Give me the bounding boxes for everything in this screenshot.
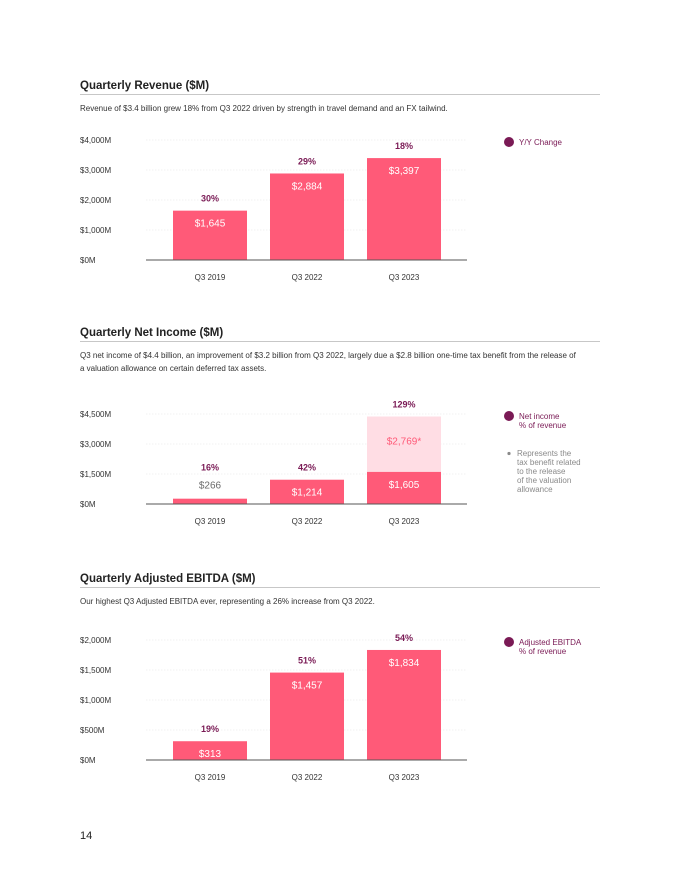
y-tick-label: $1,000M <box>80 226 112 235</box>
bar <box>173 499 247 504</box>
note-text: of the valuation <box>517 476 572 485</box>
x-tick-label: Q3 2019 <box>194 273 226 282</box>
y-tick-label: $2,000M <box>80 636 112 645</box>
note-bullet-icon <box>507 452 510 455</box>
ebitda-description: Our highest Q3 Adjusted EBITDA ever, representing a 26% increase from Q3 2022. <box>80 597 375 606</box>
y-tick-label: $1,500M <box>80 666 112 675</box>
percent-label: 54% <box>394 632 414 643</box>
net-income-description: Q3 net income of $4.4 billion, an improvement of $3.2 billion from Q3 2022, largely due a $2.8 billion one-time tax benefit from the release of a valuation allowance on certain deferred tax assets. <box>80 351 576 373</box>
bar-value-label: $266 <box>198 480 222 492</box>
page-number: 14 <box>80 830 93 842</box>
y-tick-label: $0M <box>80 500 96 509</box>
legend-label: Y/Y Change <box>519 138 562 147</box>
percent-label: 51% <box>297 655 317 666</box>
bar-value-label: $313 <box>198 749 222 761</box>
legend-dot-icon <box>504 411 514 421</box>
y-tick-label: $0M <box>80 756 96 765</box>
legend-dot-icon <box>504 637 514 647</box>
ebitda-section <box>80 573 600 803</box>
x-tick-label: Q3 2023 <box>388 273 420 282</box>
note-text: allowance <box>517 485 553 494</box>
legend-label: Net income <box>519 412 560 421</box>
legend-label: Adjusted EBITDA <box>519 638 582 647</box>
y-tick-label: $3,000M <box>80 440 112 449</box>
bar-value-label: $1,834 <box>388 657 420 669</box>
legend-dot-icon <box>504 137 514 147</box>
percent-label: 19% <box>200 724 220 735</box>
x-tick-label: Q3 2019 <box>194 517 226 526</box>
revenue-section <box>80 80 600 310</box>
y-tick-label: $1,500M <box>80 470 112 479</box>
note-text: to the release <box>517 467 566 476</box>
x-tick-label: Q3 2023 <box>388 773 420 782</box>
y-tick-label: $1,000M <box>80 696 112 705</box>
percent-label: 30% <box>200 193 220 204</box>
revenue-chart <box>80 80 600 310</box>
percent-label: 129% <box>392 399 416 410</box>
net-income-section <box>80 327 600 557</box>
x-tick-label: Q3 2022 <box>291 773 323 782</box>
x-tick-label: Q3 2022 <box>291 273 323 282</box>
y-tick-label: $500M <box>80 726 105 735</box>
bar-value-label: $3,397 <box>388 166 420 178</box>
percent-label: 18% <box>394 141 414 152</box>
legend-label: % of revenue <box>519 421 567 430</box>
net-income-chart <box>80 327 600 557</box>
bar-value-label: $1,457 <box>291 680 323 692</box>
note-text: Represents the <box>517 449 572 458</box>
revenue-description: Revenue of $3.4 billion grew 18% from Q3 2022 driven by strength in travel demand and an FX tailwind. <box>80 104 448 113</box>
y-tick-label: $3,000M <box>80 166 112 175</box>
bar-value-label: $2,884 <box>291 181 323 193</box>
note-text: tax benefit related <box>517 458 581 467</box>
y-tick-label: $2,000M <box>80 196 112 205</box>
revenue-section-title: Quarterly Revenue ($M) <box>80 80 210 92</box>
percent-label: 29% <box>297 156 317 167</box>
net-income-section-title: Quarterly Net Income ($M) <box>80 327 224 339</box>
legend-label: % of revenue <box>519 647 567 656</box>
y-tick-label: $0M <box>80 256 96 265</box>
bar-value-label: $1,214 <box>291 487 323 499</box>
percent-label: 16% <box>200 462 220 473</box>
ebitda-chart <box>80 573 600 803</box>
x-tick-label: Q3 2019 <box>194 773 226 782</box>
x-tick-label: Q3 2022 <box>291 517 323 526</box>
percent-label: 42% <box>297 462 317 473</box>
x-tick-label: Q3 2023 <box>388 517 420 526</box>
ebitda-section-title: Quarterly Adjusted EBITDA ($M) <box>80 573 256 585</box>
y-tick-label: $4,500M <box>80 410 112 419</box>
bar-value-label: $1,605 <box>388 479 420 491</box>
bar-segment-label: $2,769* <box>386 436 422 448</box>
bar-value-label: $1,645 <box>194 218 226 230</box>
y-tick-label: $4,000M <box>80 136 112 145</box>
